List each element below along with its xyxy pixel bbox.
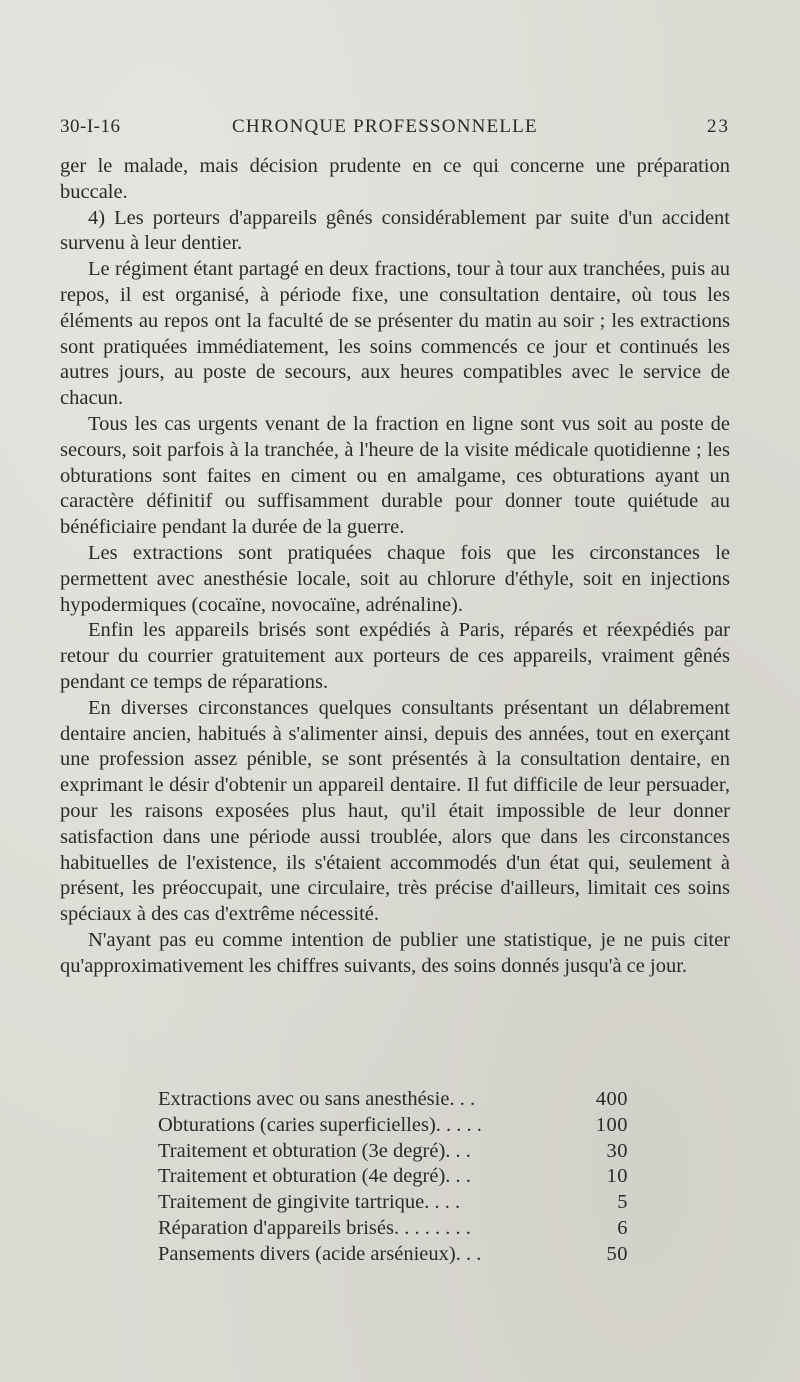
stat-value: 100: [595, 1113, 628, 1136]
stat-label: Pansements divers (acide arsénieux). . .: [158, 1242, 482, 1265]
stat-value: 5: [617, 1191, 628, 1214]
stat-label: Réparation d'appareils brisés. . . . . . . .: [158, 1216, 471, 1239]
stat-label: Extractions avec ou sans anesthésie. . .: [158, 1088, 476, 1110]
paragraph-continued: ger le malade, mais décision prudente en ce qui concerne une préparation buccale.: [60, 155, 730, 203]
running-header: [60, 116, 730, 142]
header-date: 30-I-16: [60, 116, 121, 137]
page-number: 23: [707, 116, 730, 137]
stat-value: 10: [606, 1165, 628, 1188]
stat-label: Obturations (caries superficielles). . . . .: [158, 1113, 482, 1136]
running-title: CHRONQUE PROFESSONNELLE: [232, 116, 538, 137]
stat-label: Traitement et obturation (4e degré). . .: [158, 1165, 471, 1188]
stat-row: [158, 1164, 628, 1190]
paragraph: En diverses circonstances quelques consultants présentant un délabrement dentaire ancien, habitués à s'alimenter ainsi, depuis des années, tout en exerçant une profession assez pénible, se sont présentés à la consultation dentaire, en exprimant le désir d'obtenir un appareil dentaire. Il fut difficile de leur persuader, pour les raisons exposées plus haut, qu'il était impossible de leur donner satisfaction dans une période aussi troublée, alors que dans les circonstances habituelles de l'existence, ils s'étaient accommodés d'un état qui, seulement à présent, les préoccupait, une circulaire, très précise d'ailleurs, limitait ces soins spéciaux à des cas d'extrême nécessité.: [60, 696, 730, 926]
paragraph: Les extractions sont pratiquées chaque fois que les circonstances le permettent avec anesthésie locale, soit au chlorure d'éthyle, soit en injections hypodermiques (cocaïne, novocaïne, adrénaline).: [60, 541, 730, 616]
stat-row: [158, 1190, 628, 1216]
stat-label: Traitement et obturation (3e degré). . .: [158, 1139, 471, 1162]
stat-value: 6: [617, 1216, 628, 1239]
stat-value: 50: [606, 1242, 628, 1265]
paragraph: Le régiment étant partagé en deux fractions, tour à tour aux tranchées, puis au repos, il est organisé, à période fixe, une consultation dentaire, où tous les éléments au repos ont la faculté de se présenter du matin au soir ; les extractions sont pratiquées immédiatement, les soins commencés ce jour et continués les autres jours, au poste de secours, aux heures compatibles avec le service de chacun.: [60, 258, 730, 410]
stat-value: 30: [606, 1139, 628, 1162]
stat-row: [158, 1113, 628, 1139]
stat-label: Traitement de gingivite tartrique. . . .: [158, 1191, 461, 1214]
stat-row: [158, 1242, 628, 1268]
stat-row: [158, 1087, 628, 1113]
stat-value: 400: [595, 1088, 628, 1110]
paragraph: N'ayant pas eu comme intention de publier une statistique, je ne puis citer qu'approximativement les chiffres suivants, des soins donnés jusqu'à ce jour.: [60, 928, 730, 977]
paragraph: Enfin les appareils brisés sont expédiés à Paris, réparés et réexpédiés par retour du courrier gratuitement aux porteurs de ces appareils, vraiment gênés pendant ce temps de réparations.: [60, 619, 730, 693]
paragraph: 4) Les porteurs d'appareils gênés considérablement par suite d'un accident survenu à leur dentier.: [60, 206, 730, 255]
paragraph: Tous les cas urgents venant de la fraction en ligne sont vus soit au poste de secours, soit parfois à la tranchée, à l'heure de la visite médicale quotidienne ; les obturations sont faites en ciment ou en amalgame, ces obturations ayant un caractère définitif ou suffisamment durable pour donner toute quiétude au bénéficiaire pendant la durée de la guerre.: [60, 412, 730, 539]
stat-row: [158, 1216, 628, 1242]
body-text: [60, 154, 730, 980]
stat-row: [158, 1139, 628, 1165]
statistics-list: [158, 1087, 628, 1268]
